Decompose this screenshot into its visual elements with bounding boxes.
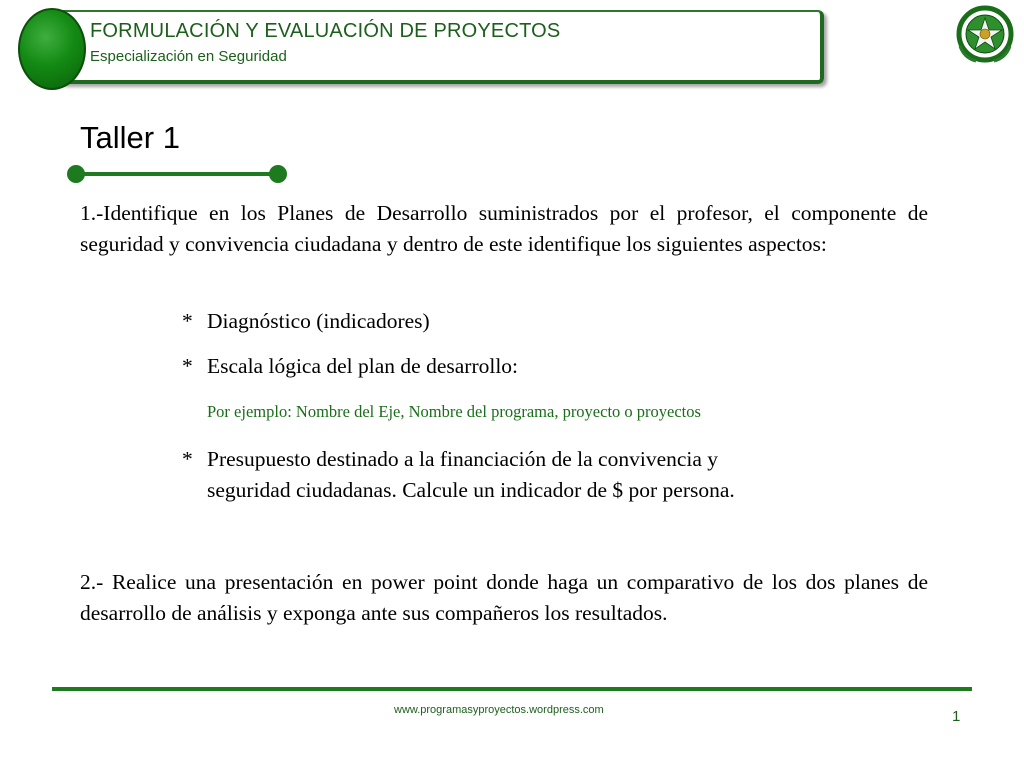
slide-title: Taller 1 xyxy=(80,120,180,155)
header-title: FORMULACIÓN Y EVALUACIÓN DE PROYECTOS xyxy=(90,20,561,42)
bullet-star: * xyxy=(182,447,193,471)
header-subtitle: Especialización en Seguridad xyxy=(90,48,287,65)
bullet-item xyxy=(182,306,430,337)
bullet-text: Diagnóstico (indicadores) xyxy=(207,309,430,333)
bullet-item xyxy=(182,351,518,382)
instruction-paragraph-1: 1.-Identifique en los Planes de Desarrollo suministrados por el profesor, el componente de seguridad y convivencia ciudadana y dentro de este identifique los siguientes aspectos: xyxy=(80,201,928,256)
bullet-text: Escala lógica del plan de desarrollo: xyxy=(207,354,519,378)
instruction-paragraph-2: 2.- Realice una presentación en power point donde haga un comparativo de los dos planes de desarrollo de análisis y exponga ante sus compañeros los resultados. xyxy=(80,570,928,625)
page-number: 1 xyxy=(952,708,961,725)
bullet-star: * xyxy=(182,309,193,333)
footer-url: www.programasyproyectos.wordpress.com xyxy=(394,704,604,716)
police-emblem-icon xyxy=(954,4,1016,64)
bullet-text: Presupuesto destinado a la financiación de la convivencia y xyxy=(207,447,719,471)
example-note: Por ejemplo: Nombre del Eje, Nombre del programa, proyecto o proyectos xyxy=(207,402,701,421)
header-circle-decoration xyxy=(18,8,86,90)
bullet-item xyxy=(182,444,718,475)
title-underline-decoration xyxy=(66,164,290,184)
bullet-star: * xyxy=(182,354,193,378)
bullet-text-continuation: seguridad ciudadanas. Calcule un indicador de $ por persona. xyxy=(207,478,735,502)
footer-divider xyxy=(52,687,972,691)
